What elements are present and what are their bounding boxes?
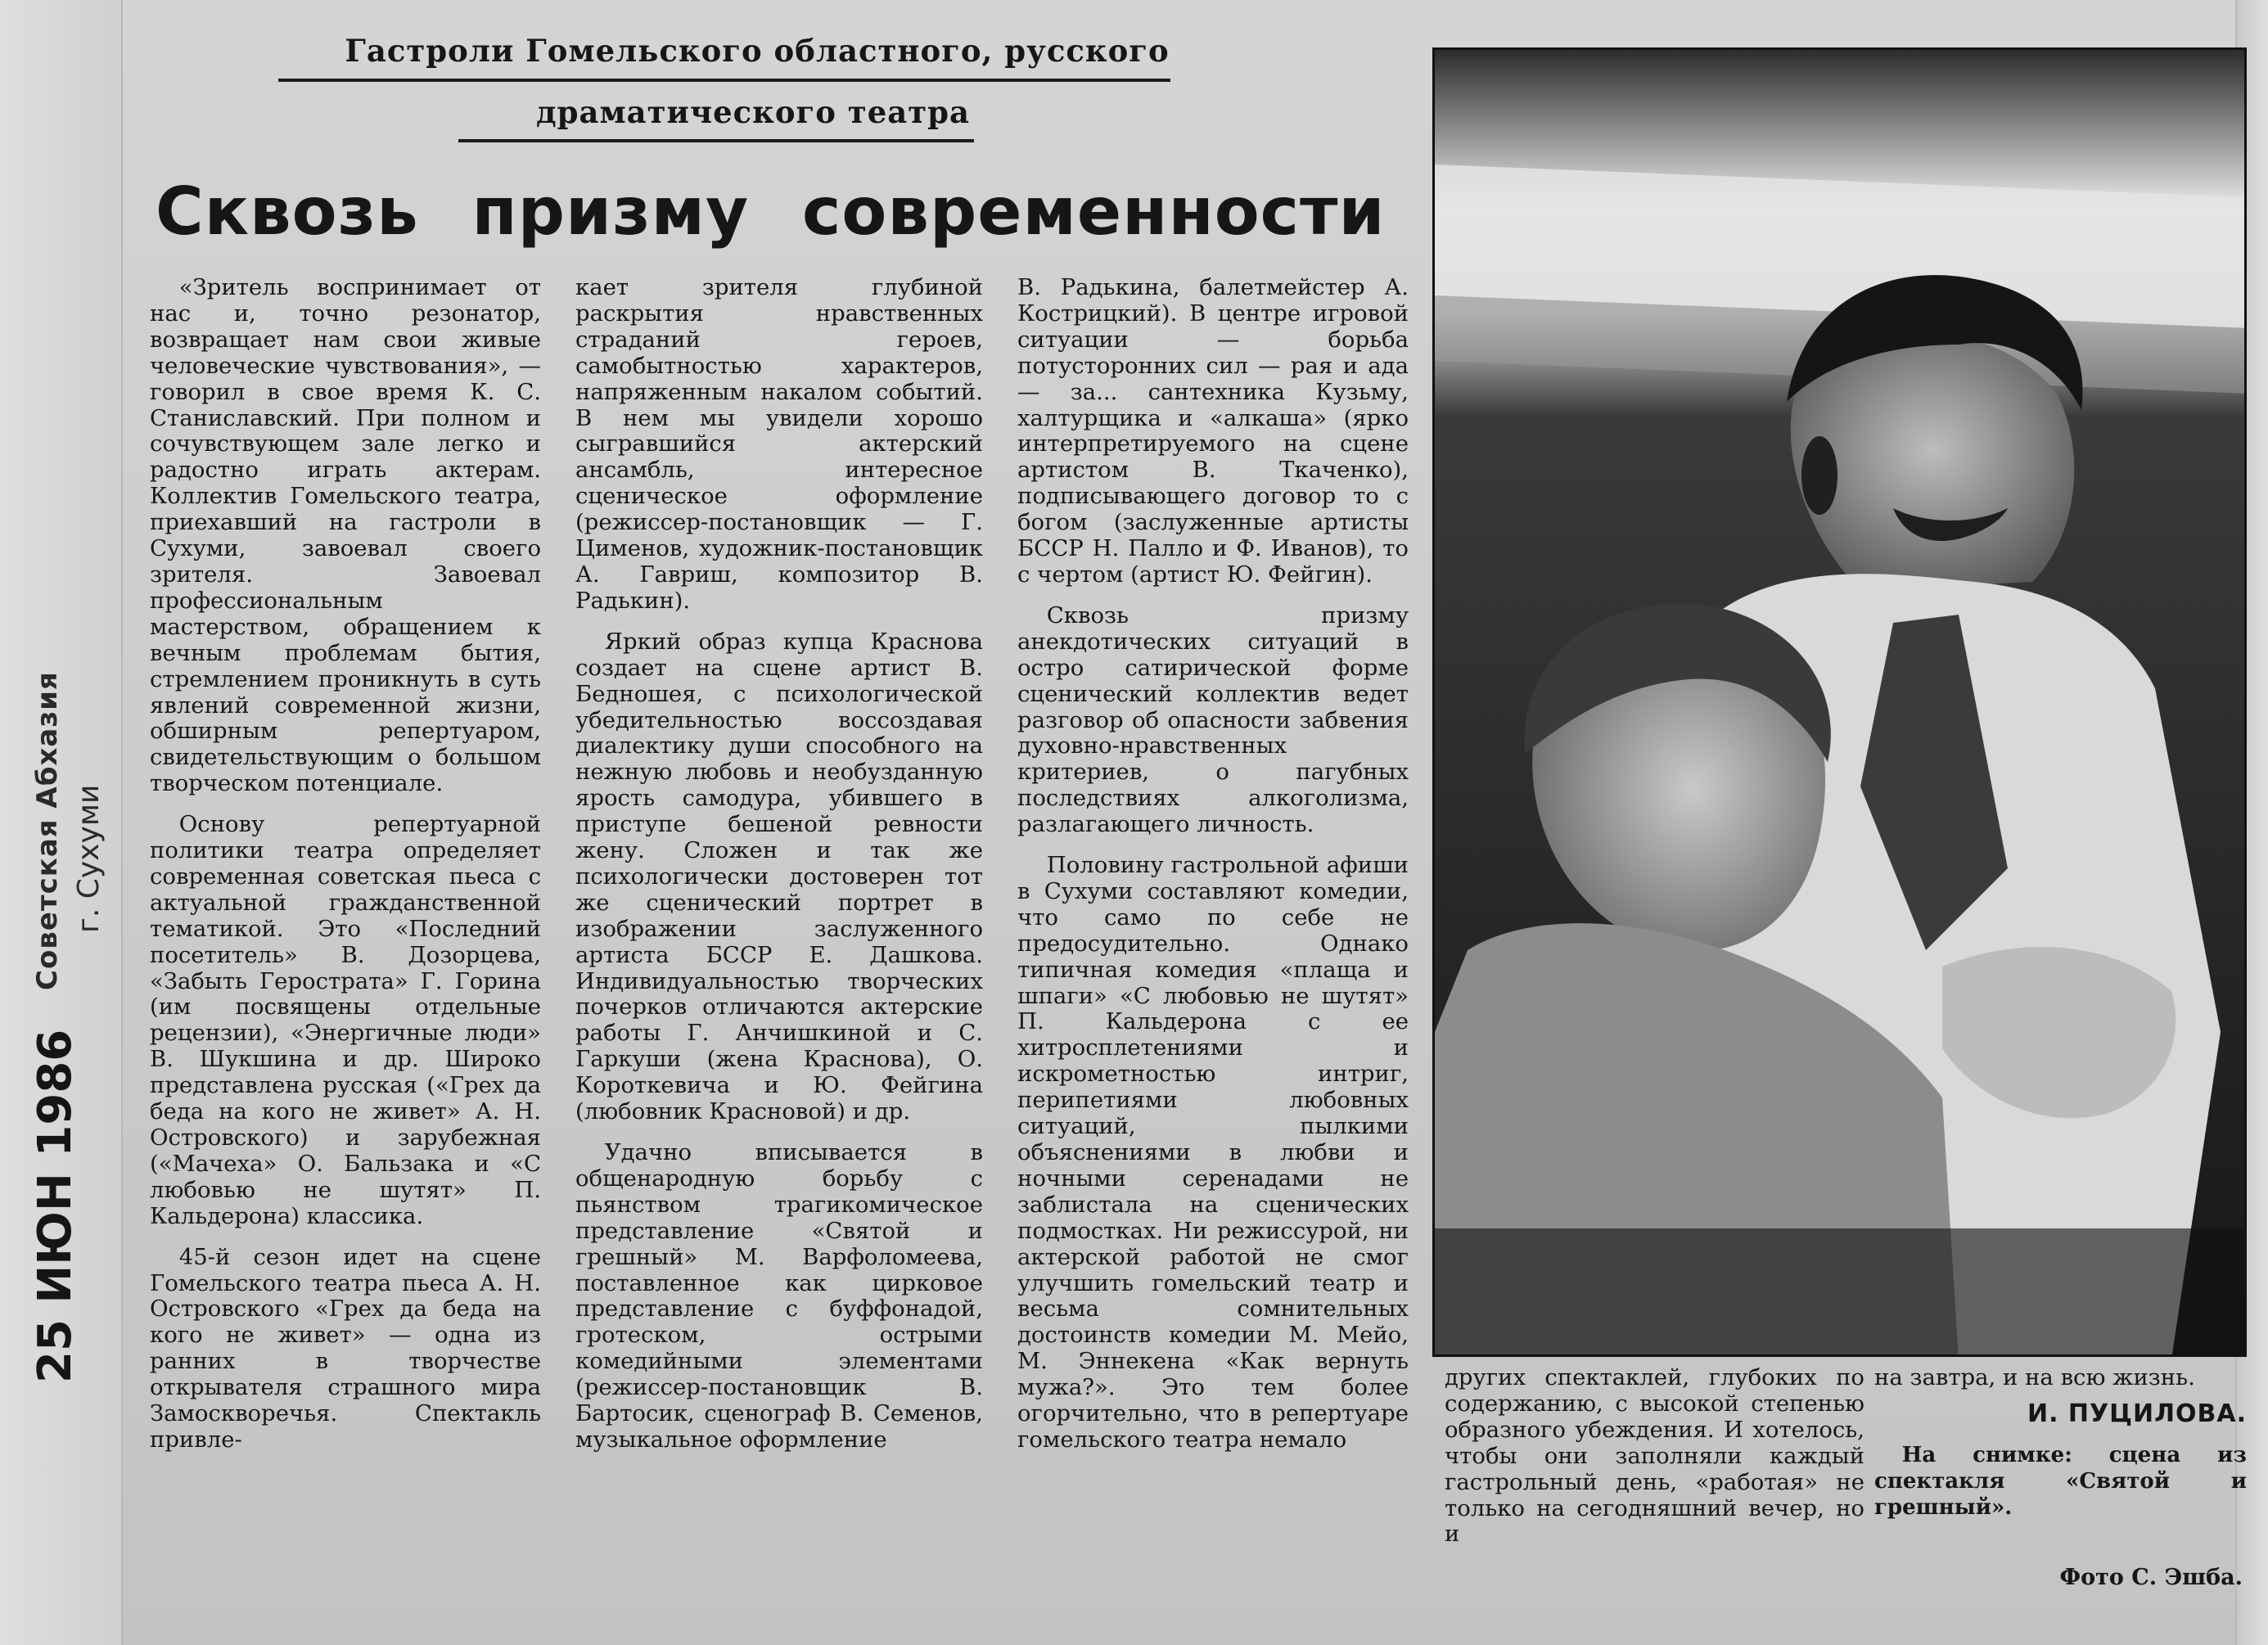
article-column-3 <box>1017 275 1409 1609</box>
photo-image <box>1435 50 2247 1357</box>
paragraph: кает зрителя глубиной раскрытия нравственных страданий героев, самобытностью характеров, напряженным накалом событий. В нем мы увидели хорошо сыгравшийся актерский ансамбль, интересное сценическое оформление (режиссер-постановщик — Г. Цименов, художник-постановщик А. Гавриш, композитор В. Радькин). <box>575 275 983 614</box>
newspaper-name: Советская Абхазия <box>31 671 64 990</box>
article-column-2 <box>575 275 983 1609</box>
article-headline: Сквозь призму современности <box>156 174 1386 250</box>
paragraph: других спектаклей, глубоких по содержанию, с высокой степенью образного убеждения. И хотелось, чтобы они заполняли каждый гастрольный день, «работая» не только на сегодняшний вечер, но и <box>1445 1364 1864 1548</box>
rubric-rule-1 <box>278 79 1170 82</box>
rubric-line-2: драматического театра <box>536 94 970 130</box>
paragraph: В. Радькина, балетмейстер А. Кострицкий). В центре игровой ситуации — борьба потусторонних сил — рая и ада — за... сантехника Кузьму, халтурщика и «алкаша» (ярко интерпретируемого на сцене артистом В. Ткаченко), подписывающего договор то с богом (заслуженные артисты БССР Н. Палло и Ф. Иванов), то с чертом (артист Ю. Фейгин). <box>1017 275 1409 588</box>
paragraph: на завтра, и на всю жизнь. <box>1874 1364 2195 1390</box>
paragraph: Сквозь призму анекдотических ситуаций в остро сатирической форме сценический коллектив ведет разговор об опасности забвения духовно-нравственных критериев, о пагубных последствиях алкоголизма, разлагающего личность. <box>1017 602 1409 838</box>
paragraph: Удачно вписывается в общенародную борьбу с пьянством трагикомическое представление «Святой и грешный» М. Варфоломеева, поставленное как цирковое представление с буффонадой, гротеском, острыми комедийными элементами (режиссер-постановщик В. Бартосик, сценограф В. Семенов, музыкальное оформление <box>575 1139 983 1453</box>
paragraph: Основу репертуарной политики театра определяет современная советская пьеса с актуальной гражданственной тематикой. Это «Последний посетитель» В. Дозорцева, «Забыть Герострата» Г. Горина (им посвящены отдельные рецензии), «Энергичные люди» В. Шукшина и др. Широко представлена русская («Грех да беда на кого не живет» А. Н. Островского) и зарубежная («Мачеха» О. Бальзака и «С любовью не шутят» П. Кальдерона) классика. <box>150 811 541 1229</box>
paragraph: Яркий образ купца Краснова создает на сцене артист В. Бедношея, с психологической убедительностью воссоздавая диалектику души способного на нежную любовь и необузданную ярость самодура, убившего в приступе бешеной ревности жену. Сложен и так же психологически достоверен тот же сценический портрет в изображении заслуженного артиста БССР Е. Дашкова. Индивидуальностью творческих почерков отличаются актерские работы Г. Анчишкиной и С. Гаркуши (жена Краснова), О. Короткевича и Ю. Фейгина (любовник Красновой) и др. <box>575 628 983 1125</box>
paragraph: 45-й сезон идет на сцене Гомельского театра пьеса А. Н. Островского «Грех да беда на кого не живет» — одна из ранних в творчестве открывателя страшного мира Замоскворечья. Спектакль привле- <box>150 1243 541 1453</box>
article-column-5 <box>1874 1365 2247 1530</box>
photo-caption: На снимке: сцена из спектакля «Святой и грешный». <box>1874 1442 2247 1520</box>
theatre-photo <box>1432 47 2247 1357</box>
rubric-rule-2 <box>458 139 974 142</box>
paragraph: Половину гастрольной афиши в Сухуми составляют комедии, что само по себе не предосудительно. Однако типичная комедия «плаща и шпаги» «С любовью не шутят» П. Кальдерона с ее хитросплетениями и искрометностью интриг, перипетиями любовных ситуаций, пылкими объяснениями в любви и ночными серенадами не заблистала на сценических подмостках. Ни режиссурой, ни актерской работой не смог улучшить гомельский театр и весьма сомнительных достоинств комедии М. Мейо, М. Эннекена «Как вернуть мужа?». Это тем более огорчительно, что в репертуаре гомельского театра немало <box>1017 852 1409 1453</box>
article-column-4 <box>1445 1365 1864 1557</box>
paragraph: «Зритель воспринимает от нас и, точно резонатор, возвращает нам свои живые человеческие чувствования», — говорил в свое время К. С. Станиславский. При полном и сочувствующем зале легко и радостно играть актерам. Коллектив Гомельского театра, приехавший на гастроли в Сухуми, завоевал своего зрителя. Завоевал профессиональным мастерством, обращением к вечным проблемам бытия, стремлением проникнуть в суть явлений современной жизни, обширным репертуаром, свидетельствующим о большом творческом потенциале. <box>150 275 541 797</box>
author-signature: И. ПУЦИЛОВА. <box>2027 1399 2247 1428</box>
newspaper-city: г. Сухуми <box>72 784 106 933</box>
rubric-line-1: Гастроли Гомельского областного, русского <box>345 33 1170 69</box>
article-column-1 <box>150 275 541 1609</box>
photo-credit: Фото С. Эшба. <box>2059 1565 2243 1590</box>
